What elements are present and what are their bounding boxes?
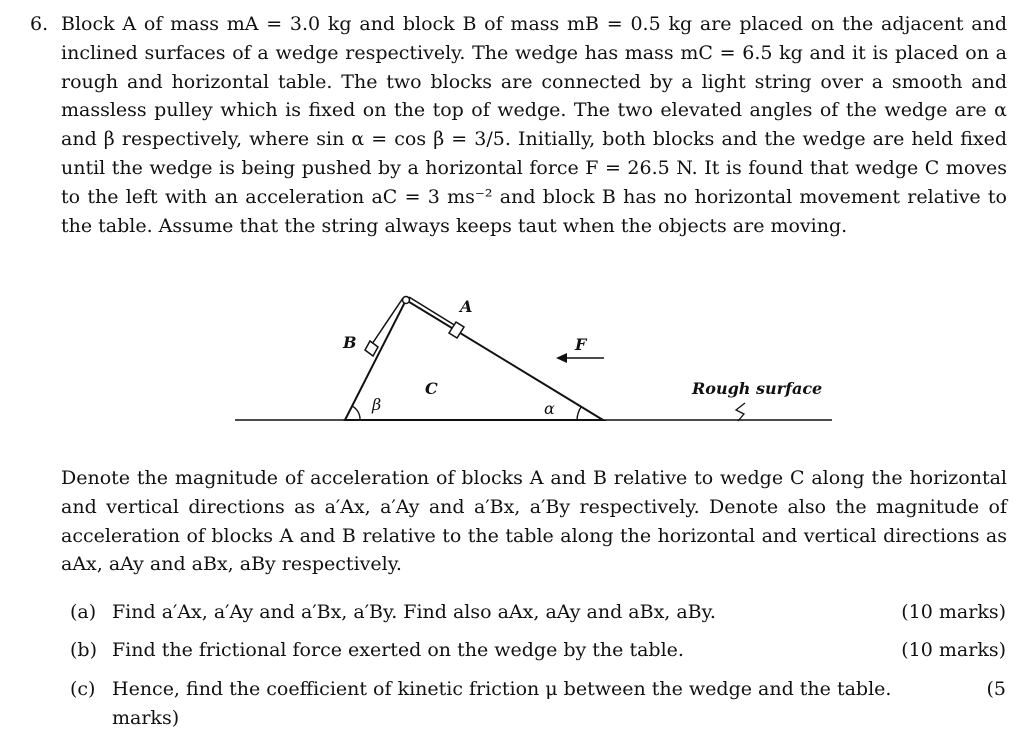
label-alpha: α (544, 399, 555, 418)
label-B: B (343, 333, 357, 352)
part-c-label: (c) (70, 678, 96, 700)
wedge-diagram (230, 290, 840, 435)
part-a-text: Find a′Ax, a′Ay and a′Bx, a′By. Find also aAx, aAy and aBx, aBy. (112, 601, 716, 623)
part-b-marks: (10 marks) (901, 639, 1006, 661)
part-a-marks: (10 marks) (901, 601, 1006, 623)
question-definitions: Denote the magnitude of acceleration of blocks A and B relative to wedge C along the horizontal and vertical directions as a′Ax, a′Ay and a′Bx, a′By respectively. Denote also the magnitude of acceleration of blocks A and B relative to the table along the horizontal and vertical directions as aAx, aAy and aBx, aBy respectively. (61, 467, 1007, 576)
block-A (449, 322, 464, 338)
part-c-text: Hence, find the coefficient of kinetic friction μ between the wedge and the table. (112, 678, 892, 700)
beta-arc (352, 406, 360, 420)
pulley-icon (403, 297, 410, 304)
part-c-marks: (5 (986, 678, 1006, 700)
alpha-arc (577, 407, 581, 420)
force-arrowhead-icon (556, 353, 567, 363)
rough-surface-squiggle-icon (736, 403, 745, 421)
part-a-label: (a) (70, 601, 97, 623)
label-F: F (575, 335, 587, 354)
block-B (365, 341, 378, 356)
part-c-marks-continued: marks) (112, 707, 180, 729)
part-b-text: Find the frictional force exerted on the wedge by the table. (112, 639, 684, 661)
label-beta: β (372, 395, 382, 414)
part-b-label: (b) (70, 639, 97, 661)
label-C: C (425, 379, 438, 398)
question-intro: Block A of mass mA = 3.0 kg and block B of mass mB = 0.5 kg are placed on the adjacent and inclined surfaces of a wedge respectively. The wedge has mass mC = 6.5 kg and it is placed on a rough and horizontal table. The two blocks are connected by a light string over a smooth and massless pulley which is fixed on the top of wedge. The two elevated angles of the wedge are α and β respectively, where sin α = cos β = 3/5. Initially, both blocks and the wedge are held fixed until the wedge is being pushed by a horizontal force F = 26.5 N. It is found that wedge C moves to the left with an acceleration aC = 3 ms⁻² and block B has no horizontal movement relative to the table. Assume that the string always keeps taut when the objects are moving. (61, 13, 1007, 237)
string-to-A (409, 297, 456, 326)
question-number: 6. (30, 13, 49, 35)
label-A: A (460, 297, 473, 316)
label-rough-surface: Rough surface (692, 379, 823, 398)
